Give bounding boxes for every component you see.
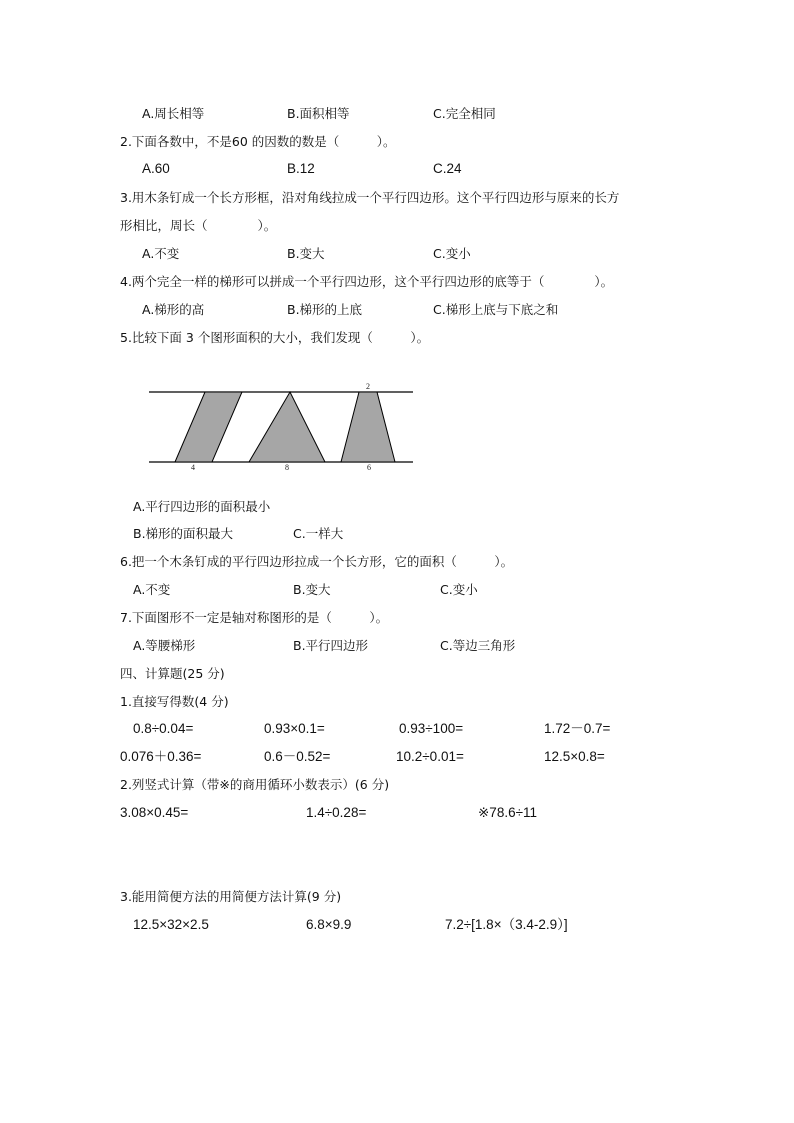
calc-item: 0.93÷100= bbox=[399, 721, 464, 736]
calc-item: 0.8÷0.04= bbox=[133, 721, 194, 736]
q1-option-a: A.周长相等 bbox=[142, 106, 205, 121]
parallelogram-base-label: 4 bbox=[191, 463, 195, 472]
q2-option-c: C.24 bbox=[433, 161, 462, 176]
q3-option-a: A.不变 bbox=[142, 246, 180, 261]
calc-item: 12.5×0.8= bbox=[544, 749, 605, 764]
parallelogram-shape bbox=[175, 392, 242, 462]
q3-stem-line1: 3.用木条钉成一个长方形框，沿对角线拉成一个平行四边形。这个平行四边形与原来的长方 bbox=[120, 190, 620, 205]
q5-option-b: B.梯形的面积最大 bbox=[133, 526, 234, 541]
q4-option-b: B.梯形的上底 bbox=[287, 302, 363, 317]
part3-title: 3.能用简便方法的用简便方法计算(9 分) bbox=[120, 889, 342, 904]
simplify-calc-item: 6.8×9.9 bbox=[306, 917, 352, 932]
part1-title: 1.直接写得数(4 分) bbox=[120, 694, 229, 709]
q3-option-b: B.变大 bbox=[287, 246, 325, 261]
section4-title: 四、计算题(25 分) bbox=[120, 666, 225, 681]
triangle-shape bbox=[249, 392, 325, 462]
q7-option-a: A.等腰梯形 bbox=[133, 638, 196, 653]
q2-option-b: B.12 bbox=[287, 161, 315, 176]
q1-option-c: C.完全相同 bbox=[433, 106, 496, 121]
q5-stem: 5.比较下面 3 个图形面积的大小，我们发现（ ）。 bbox=[120, 330, 430, 345]
q1-option-b: B.面积相等 bbox=[287, 106, 350, 121]
q4-option-c: C.梯形上底与下底之和 bbox=[433, 302, 559, 317]
q4-option-a: A.梯形的高 bbox=[142, 302, 205, 317]
q6-option-c: C.变小 bbox=[440, 582, 478, 597]
q5-option-a: A.平行四边形的面积最小 bbox=[133, 499, 271, 514]
calc-item: 10.2÷0.01= bbox=[396, 749, 464, 764]
q3-stem-line2: 形相比，周长（ ）。 bbox=[120, 218, 277, 233]
trapezoid-shape bbox=[341, 392, 395, 462]
q7-stem: 7.下面图形不一定是轴对称图形的是（ ）。 bbox=[120, 610, 389, 625]
simplify-calc-item: 12.5×32×2.5 bbox=[133, 917, 209, 932]
q3-option-c: C.变小 bbox=[433, 246, 471, 261]
q6-stem: 6.把一个木条钉成的平行四边形拉成一个长方形，它的面积（ ）。 bbox=[120, 554, 514, 569]
calc-item: 0.93×0.1= bbox=[264, 721, 325, 736]
q2-option-a: A.60 bbox=[142, 161, 170, 176]
q6-option-b: B.变大 bbox=[293, 582, 331, 597]
simplify-calc-item: 7.2÷[1.8×（3.4-2.9）] bbox=[445, 917, 568, 932]
trapezoid-top-label: 2 bbox=[366, 382, 370, 391]
vertical-calc-item: 1.4÷0.28= bbox=[306, 805, 367, 820]
q2-stem: 2.下面各数中，不是60 的因数的数是（ ）。 bbox=[120, 134, 396, 149]
trapezoid-base-label: 6 bbox=[367, 463, 371, 472]
q7-option-b: B.平行四边形 bbox=[293, 638, 369, 653]
calc-item: 0.6－0.52= bbox=[264, 749, 331, 764]
shapes-figure bbox=[145, 378, 417, 474]
calc-item: 1.72－0.7= bbox=[544, 721, 611, 736]
vertical-calc-item: 3.08×0.45= bbox=[120, 805, 189, 820]
q4-stem: 4.两个完全一样的梯形可以拼成一个平行四边形，这个平行四边形的底等于（ ）。 bbox=[120, 274, 614, 289]
q6-option-a: A.不变 bbox=[133, 582, 171, 597]
part2-title: 2.列竖式计算（带※的商用循环小数表示）(6 分) bbox=[120, 777, 390, 792]
q5-option-c: C.一样大 bbox=[293, 526, 344, 541]
calc-item: 0.076＋0.36= bbox=[120, 749, 202, 764]
triangle-base-label: 8 bbox=[285, 463, 289, 472]
q7-option-c: C.等边三角形 bbox=[440, 638, 516, 653]
vertical-calc-item: ※78.6÷11 bbox=[478, 805, 538, 820]
